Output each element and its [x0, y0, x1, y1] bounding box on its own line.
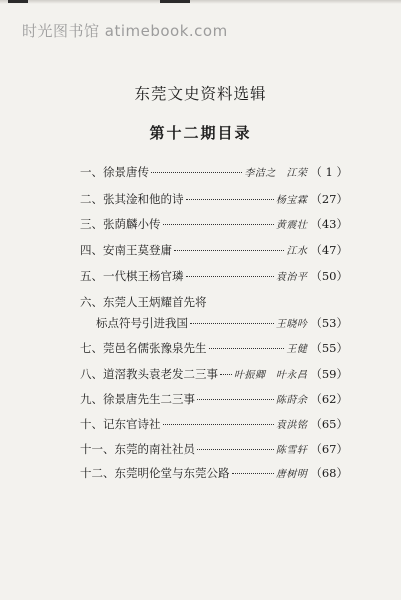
entry-title: 徐景唐先生二三事 [103, 392, 195, 406]
entry-page: （27） [310, 192, 348, 206]
leader-dots [174, 250, 284, 251]
entry-author: 杨宝霖 [275, 195, 308, 206]
toc-entry [80, 191, 348, 207]
issue-title: 第十二期目录 [149, 124, 252, 142]
toc-entry [80, 441, 348, 457]
toc-entry [80, 366, 348, 382]
toc-entry-first-line [80, 294, 207, 310]
toc-entry [80, 164, 348, 180]
entry-page: （62） [310, 392, 348, 406]
entry-number: 九、 [80, 392, 103, 406]
entry-number: 十二、 [80, 466, 115, 480]
entry-page: （53） [310, 316, 348, 330]
leader-dots [197, 449, 274, 450]
toc-entry [80, 216, 348, 232]
entry-title: 标点符号引进我国 [96, 316, 188, 330]
toc-entry [80, 465, 348, 481]
entry-author: 唐树明 [275, 469, 308, 480]
entry-number: 一、 [80, 165, 103, 179]
entry-title: 记东官诗社 [103, 417, 161, 431]
entry-author: 袁洪铭 [275, 420, 308, 431]
entry-title: 安南王莫登庸 [103, 243, 172, 257]
entry-title: 张荫麟小传 [103, 217, 161, 231]
entry-title: 东莞人王炳耀首先将 [103, 295, 207, 309]
toc-entry [80, 416, 348, 432]
leader-dots [197, 399, 274, 400]
leader-dots [186, 199, 274, 200]
entry-number: 五、 [80, 269, 103, 283]
entry-number: 四、 [80, 243, 103, 257]
entry-title: 徐景唐传 [103, 165, 149, 179]
entry-title: 东莞的南社社员 [114, 442, 195, 456]
entry-page: （47） [310, 243, 348, 257]
entry-title: 莞邑名儒张豫泉先生 [103, 341, 207, 355]
entry-number: 七、 [80, 341, 103, 355]
leader-dots [163, 224, 274, 225]
entry-number: 六、 [80, 295, 103, 309]
entry-title: 道滘教头袁老发二三事 [103, 367, 218, 381]
entry-page: （59） [310, 367, 348, 381]
entry-author: 叶振卿 叶永昌 [233, 370, 308, 381]
entry-title: 一代棋王杨官璘 [103, 269, 184, 283]
entry-page: （67） [310, 442, 348, 456]
toc-entry-continuation [96, 315, 348, 331]
entry-page: （68） [310, 466, 348, 480]
entry-author: 王晓吟 [275, 319, 308, 330]
toc-entry [80, 268, 348, 284]
leader-dots [163, 424, 274, 425]
entry-page: （55） [310, 341, 348, 355]
entry-page: （43） [310, 217, 348, 231]
toc-entry [80, 242, 348, 258]
entry-title: 张其淦和他的诗 [103, 192, 184, 206]
entry-author: 王健 [286, 344, 308, 355]
entry-page: （65） [310, 417, 348, 431]
entry-page: （ 1 ） [310, 165, 348, 179]
leader-dots [186, 276, 274, 277]
leader-dots [209, 348, 285, 349]
leader-dots [190, 323, 274, 324]
toc-entry [80, 340, 348, 356]
entry-number: 三、 [80, 217, 103, 231]
book-title: 东莞文史资料选辑 [134, 85, 267, 103]
entry-number: 十、 [80, 417, 103, 431]
entry-number: 二、 [80, 192, 103, 206]
watermark: 时光图书馆 atimebook.com [22, 22, 228, 40]
leader-dots [232, 473, 274, 474]
entry-title: 东莞明伦堂与东莞公路 [114, 466, 230, 480]
entry-author: 陈雪轩 [275, 445, 308, 456]
entry-author: 黄震壮 [275, 220, 308, 231]
entry-number: 十一、 [80, 442, 115, 456]
entry-author: 江水 [286, 246, 308, 257]
toc-entry [80, 391, 348, 407]
leader-dots [151, 172, 242, 173]
entry-author: 李洁之 江荣 [244, 168, 308, 179]
entry-author: 陈莳余 [275, 395, 308, 406]
entry-number: 八、 [80, 367, 103, 381]
entry-page: （50） [310, 269, 348, 283]
leader-dots [220, 374, 232, 375]
entry-author: 袁治平 [275, 272, 308, 283]
